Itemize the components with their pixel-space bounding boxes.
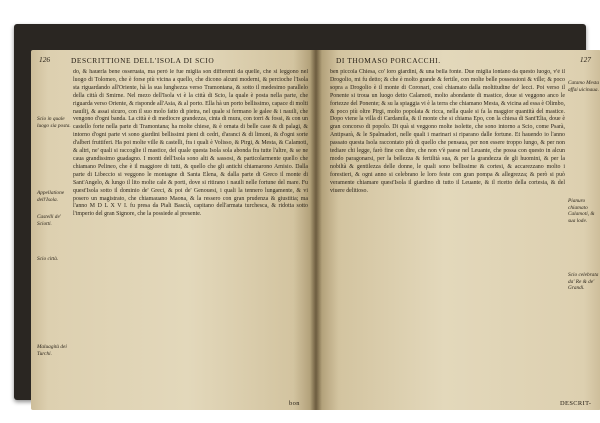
left-margin-note: Appellatione dell'Isola.: [37, 190, 65, 203]
left-running-head: DESCRITTIONE DELL'ISOLA DI SCIO: [71, 56, 215, 65]
left-page: [31, 50, 316, 410]
left-margin-note: Castelli de' Sciotti.: [37, 214, 61, 227]
right-page-number: 127: [579, 55, 591, 64]
right-catchword: DESCRIT-: [560, 400, 592, 407]
left-page-number: 126: [39, 55, 51, 64]
right-body-text: ben piccola Chiesa, co' loro giardini, & una bella fonte. Due miglia lontano da questo luogo, v'è il Drogolio, mi fu detto; & che è molto grande & fertile, con molte belle possessioni & ville; & poco sopra a Drogolio è il monte di Coronari, così chiamato dalla moltitudine de' lecci. Poi verso il Ponente si troua un luogo detto Calamoti, molto abondante di mastice, doue si veggono anco le fortezze del Ponente; & su la spiaggia vi è la terra che chiamano Mesta, & vicina ad essa è Olimbo, & poco più oltre Pirgi, molto popolata & ricca, nella quale si fa la maggior quantità del mastice. Dopo viene la villa di Cardamila, & il monte che si chiama Epo, con la chiesa di Sant'Elia, doue è gran concorso di popolo. Di quà si veggono molte isolette, che sono intorno a Scio, come Psarà, Antipsarà, & le Spalmadori, nelle quali i marinari si riparano dalle fortune. Et hauendo io l'anno passato questa Isola raccontato più di quello che pensaua, per non essere troppo lungo, & per non tediare chi legge, farò fine con dire, che non v'è paese nel Leuante, che possa con questo in alcun modo paragonarsi, per la bellezza & fertilità sua, & per la grandezza de gli huomini, & per la nobiltà & gentilezza delle donne, le quali sono bellissime & cortesi, & accarezzano molto i forestieri, & ogni anno si celebrano le loro feste con gran pompa & allegrezza; & però si può veramente chiamare quest'Isola il giardino di tutto il Leuante, & il ricetto della cortesia, & del viuere delitioso.: [330, 69, 565, 194]
left-margin-note: Scio in quale luogo sia posta.: [37, 116, 71, 129]
right-page: [316, 50, 600, 410]
right-margin-note: Scio celebrata da' Re & de' Grandi.: [568, 272, 599, 292]
left-margin-note: Maluagità dei Turchi.: [37, 344, 67, 357]
right-running-head: DI THOMASO PORCACCHI.: [336, 56, 441, 65]
right-margin-note: Pianuro chiamato Calamoti, & sua lode.: [568, 198, 595, 224]
right-margin-note: Catamo Mesta affai uicinaua.: [568, 80, 600, 93]
left-margin-note: Scio città.: [37, 256, 59, 262]
left-body-text: do, & hauerla bene osseruata, ma però le fue miglia son differenti da quelle, che si leggono nel luogo di Tolomeo, che è forse più vicina a quello, che dicono alcuni moderni, & percioche l'Isola sta riguardando all'Oriente, hà la sua lunghezza verso Tramontana, & sotto il medesimo parallelo della città di Smirne. Nel mezo dell'Isola vi è la città di Scio, la quale è posta nella parte, che riguarda verso Oriente, & risponde all'Asia, & al porto. Ella hà un porto bellissimo, capace di molti nauilij, & assai sicuro, con il suo molo fatto di pietra, nel quale si fermano le galee & i nauili, che vengono d'ogni banda. La città è di mediocre grandezza, cinta di mura, con torri & fossi, & con un castello forte nella parte di Tramontana; ha molte chiese, & è ornata di belle case & di palagi, & intorno d'ogni parte vi sono giardini bellissimi pieni di cedri, d'aranci & di limoni, & d'ogni sorte d'alberi fruttiferi. Ha poi molte ville & castelli, fra i quali è Volisso, & Pirgi, & Mesta, & Calamoti, & altri, ne' quali si raccoglie il mastice, del quale questa Isola sola abonda fra tutte l'altre, & se ne caua grandissimo guadagno. I monti dell'Isola sono alti & sassosi, & particolarmente quello che chiamano Pelineo, che è il maggiore di tutti, & quello che gli antichi chiamarono Arnisio. Dalla parte di Libeccio si veggono le montagne di Santa Elena, & dalla parte di Greco il monte di Sant'Angelo, & lungo il lito molte cale & porti, dove si ritirano i nauili nelle fortune del mare. Fu quest'Isola sotto il dominio de' Greci, & poi de' Genouesi, i quali la tennero lungamente, & vi posero un magistrato, che chiamauano Maona, & la ressero con gran prudenza & giustitia; ma l'anno M D L X V I. fu presa da Piali Bascià, capitano dell'armata turchesca, & ridotta sotto l'imperio del gran Signore, che la possiede al presente.: [73, 69, 308, 218]
open-book: [14, 24, 600, 407]
left-catchword: bon: [289, 400, 300, 407]
